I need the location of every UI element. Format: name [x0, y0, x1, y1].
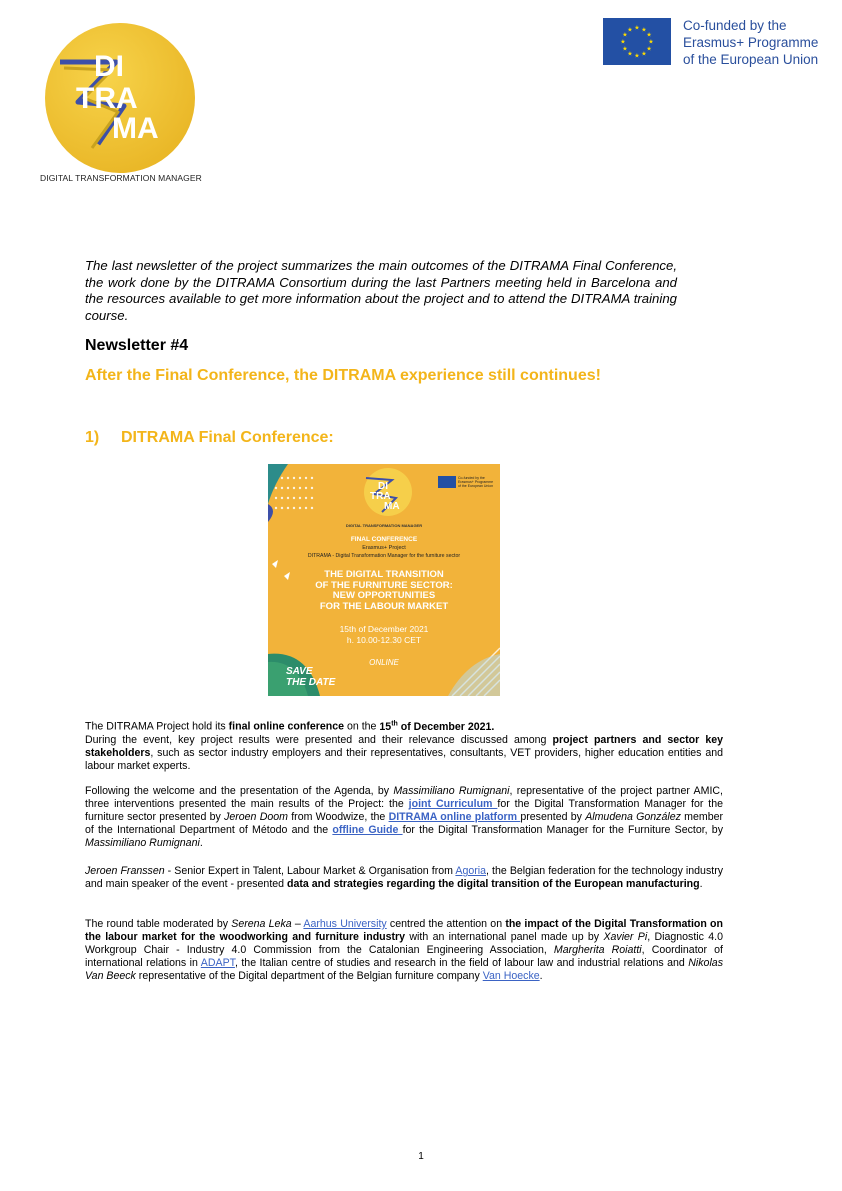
text: centred the attention on: [386, 918, 506, 930]
svg-text:MA: MA: [384, 501, 400, 512]
eu-star-icon: ★: [641, 27, 647, 34]
poster-save-line: SAVE: [286, 666, 313, 677]
text: on the: [344, 720, 380, 733]
eu-star-icon: ★: [622, 32, 628, 39]
text: .: [699, 878, 703, 891]
poster-eu-text: [438, 476, 500, 488]
text-italic: Nikolas Van Beeck: [85, 957, 723, 983]
text: , such as sector industry employers and their representatives, consultants, VET providers, higher education entities and labour market experts.: [85, 746, 723, 772]
text: .: [539, 970, 543, 983]
offline-guide-link[interactable]: offline Guide: [332, 824, 403, 837]
poster-save-line: THE DATE: [286, 677, 336, 688]
text: for the Digital Transformation Manager for the furniture sector presented by: [85, 798, 724, 824]
text: The round table moderated by: [85, 918, 232, 930]
text-bold: data and strategies regarding the digital transition of the European manufacturing: [287, 878, 700, 891]
eu-star-icon: ★: [620, 39, 626, 46]
intro-paragraph: The last newsletter of the project summarizes the main outcomes of the DITRAMA Final Conference, the work done by the DITRAMA Consortium during the last Partners meeting held in Barcelona and the resources available to get more information about the project and to attend the DITRAMA training course.: [85, 258, 677, 324]
eu-line: of the European Union: [683, 52, 819, 67]
eu-line: Co-funded by the: [683, 18, 787, 33]
paragraph-speaker: [85, 865, 723, 891]
text: During the event, key project results were presented and their relevance discussed among: [85, 733, 553, 746]
eu-star-icon: ★: [634, 53, 640, 60]
eu-star-icon: ★: [646, 32, 652, 39]
poster-headline-line: FOR THE LABOUR MARKET: [319, 600, 449, 612]
text: , the Belgian federation for the technology industry and main speaker of the event - presented: [85, 865, 724, 891]
poster-date: 15th of December 2021: [339, 624, 429, 634]
ditrama-logo: [38, 22, 203, 187]
text-italic: Margherita Roiatti: [553, 944, 642, 957]
eu-line: Erasmus+ Programme: [683, 35, 819, 50]
text-sup: th: [391, 720, 398, 727]
eu-flag-icon: [603, 18, 671, 65]
poster-eu-line: Erasmus+ Programme: [458, 480, 494, 484]
newsletter-subtitle: After the Final Conference, the DITRAMA experience still continues!: [85, 367, 601, 384]
eu-star-icon: ★: [622, 46, 628, 53]
eu-star-icon: ★: [634, 25, 640, 32]
text: Following the welcome and the presentation of the Agenda, by: [85, 785, 394, 797]
text-italic: Xavier Pi: [603, 931, 648, 944]
poster-save-the-date: [286, 666, 335, 688]
poster-caption: DIGITAL TRANSFORMATION MANAGER: [345, 523, 423, 528]
eu-star-icon: ★: [648, 39, 654, 46]
eu-star-icon: ★: [646, 46, 652, 53]
text: representative of the Digital department of the Belgian furniture company: [135, 970, 483, 983]
poster-eu-line: Co-funded by the: [458, 476, 485, 480]
paragraph-round-table: [85, 918, 723, 983]
text: , Diagnostic 4.0 Workgroup Chair - Industry 4.0 Commission from the Catalonian Engineering Association,: [85, 931, 724, 957]
text-italic: Jeroen Doom: [224, 811, 288, 824]
aarhus-university-link[interactable]: Aarhus University: [303, 918, 387, 930]
poster-final-conference: FINAL CONFERENCE: [350, 536, 418, 543]
logo-caption: DIGITAL TRANSFORMATION MANAGER: [40, 173, 202, 183]
newsletter-title: Newsletter #4: [85, 337, 189, 354]
text-italic: Almudena González: [585, 811, 681, 824]
svg-text:MA: MA: [112, 112, 159, 145]
poster-project: Erasmus+ Project: [362, 545, 406, 551]
section-number: 1): [85, 429, 100, 446]
svg-text:TRA: TRA: [370, 491, 391, 502]
page-number: 1: [418, 1151, 424, 1162]
van-hoecke-link[interactable]: Van Hoecke: [482, 970, 540, 983]
text-bold: of December 2021.: [397, 720, 495, 733]
text-italic: Massimiliano Rumignani: [85, 837, 200, 850]
text: with an international panel made up by: [405, 931, 604, 944]
text: member of the International Department of Método and the: [85, 811, 724, 837]
poster-project-desc: DITRAMA - Digital Transformation Manager for the furniture sector: [307, 553, 461, 559]
poster-time: h. 10.00-12.30 CET: [346, 635, 422, 645]
poster-headline-line: OF THE FURNITURE SECTOR:: [315, 579, 453, 591]
poster-online: ONLINE: [369, 658, 399, 667]
text-bold: final online conference: [228, 720, 345, 733]
section-heading: [85, 429, 334, 447]
text-italic: Massimiliano Rumignani: [393, 785, 510, 797]
eu-star-icon: ★: [641, 51, 647, 58]
text-bold: the impact of the Digital Transformation on the labour market for the woodworking and furniture industry: [85, 918, 723, 944]
text-italic: Jeroen Franssen: [85, 865, 165, 877]
poster-headline-line: NEW OPPORTUNITIES: [332, 590, 436, 601]
text: , the Italian centre of studies and research in the field of labour law and industrial relations and: [234, 957, 689, 970]
text-italic: Serena Leka: [231, 918, 292, 930]
text: for the Digital Transformation Manager for the Furniture Sector, by: [402, 824, 723, 837]
text: .: [199, 837, 203, 850]
joint-curriculum-link[interactable]: joint Curriculum: [408, 798, 498, 811]
text: - Senior Expert in Talent, Labour Market & Organisation from: [164, 865, 456, 877]
text: –: [291, 918, 304, 930]
text: , Coordinator of international relations in: [85, 944, 723, 970]
eu-funding-text: [683, 17, 818, 68]
text: from Woodwize, the: [287, 811, 389, 824]
adapt-link[interactable]: ADAPT: [200, 957, 235, 970]
text: presented by: [520, 811, 586, 824]
text: , representative of the project partner AMIC, three interventions presented the main results of the Project: the: [85, 785, 723, 811]
svg-text:DI: DI: [94, 50, 124, 83]
section-title: DITRAMA Final Conference:: [121, 429, 334, 446]
poster-headline-line: THE DIGITAL TRANSITION: [324, 569, 444, 580]
svg-text:DI: DI: [378, 481, 388, 492]
poster-eu-line: of the European Union: [458, 484, 494, 488]
paragraph-conference-intro: [85, 717, 723, 773]
conference-poster: [268, 464, 500, 696]
poster-headline: [268, 570, 500, 612]
text-bold: project partners and sector key stakeholders: [85, 733, 723, 759]
agoria-link[interactable]: Agoria: [455, 865, 487, 877]
paragraph-agenda: [85, 785, 723, 850]
online-platform-link[interactable]: DITRAMA online platform: [388, 811, 521, 824]
text-bold: 15: [379, 720, 392, 733]
text: The DITRAMA Project hold its: [85, 720, 229, 733]
eu-star-icon: ★: [627, 51, 633, 58]
eu-star-icon: ★: [627, 27, 633, 34]
svg-text:TRA: TRA: [76, 82, 138, 115]
